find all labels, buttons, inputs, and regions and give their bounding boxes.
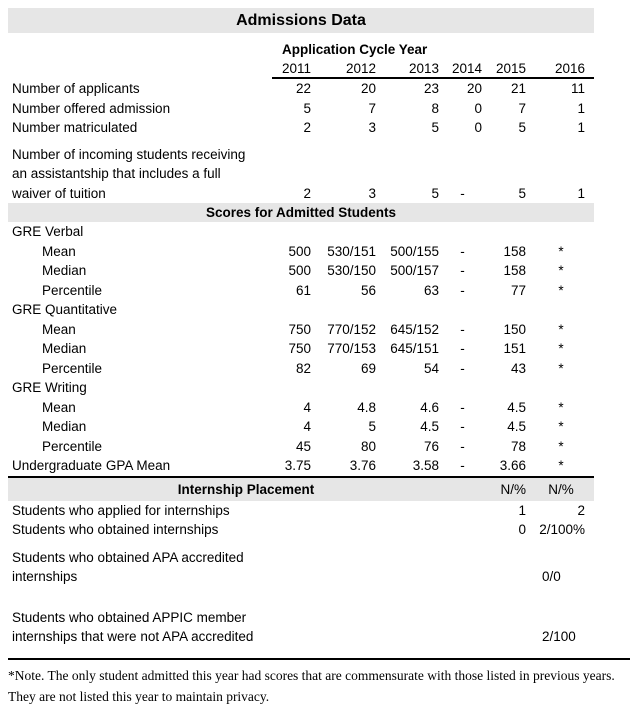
value-cell: 11 [570,81,585,96]
row-label: GRE Quantitative [12,302,118,317]
value-cell: 150 [503,321,526,337]
value-cell: 750 [288,321,311,337]
row-label: Median [42,341,87,356]
value-cell: 5 [368,419,376,434]
application-cycle-header-row [8,40,594,60]
value-cell: 770/152 [327,321,376,337]
value-cell: * [558,399,564,415]
value-cell: - [460,438,465,454]
value-cell: 54 [423,360,439,376]
value-cell: 645/152 [390,321,439,337]
row-label: Number of applicants [12,81,140,96]
value-cell: 20 [466,81,482,96]
value-cell [441,300,484,320]
value-cell: * [558,360,564,376]
internship-section-bar [8,476,594,501]
value-cell: 4.5 [507,419,526,434]
value-cell [528,300,594,320]
row-label: Undergraduate GPA Mean [12,458,171,473]
value-cell: 43 [510,360,526,376]
value-cell: * [558,341,564,356]
table-row [8,437,594,457]
value-cell: 61 [295,282,311,298]
value-cell: 3.58 [412,458,439,473]
value-cell: 3.66 [499,458,526,473]
table-row [8,359,594,379]
table-row [8,417,594,437]
value-cell: 4.8 [357,399,376,415]
row-label-line: internships [12,569,78,584]
row-label: Number matriculated [12,120,138,135]
value-cell [484,222,528,242]
value-cell: 4 [303,419,311,434]
value-cell [528,222,594,242]
row-label-line: waiver of tuition [12,185,106,201]
row-label-line: Students who obtained APA accredited [12,549,244,565]
value-cell [441,378,484,398]
value-cell: 2/100 [542,629,576,644]
value-cell [484,300,528,320]
value-cell: 7 [518,100,526,116]
value-cell [484,627,528,647]
scores-rows-section [8,222,640,476]
row-label-line: an assistantship that includes a full [12,166,221,181]
year-header-2011: 2011 [272,60,313,79]
value-cell: 77 [510,282,526,298]
row-label: Mean [42,243,76,259]
value-cell: 1 [577,100,585,116]
value-cell: - [460,360,465,376]
value-cell: 158 [503,243,526,259]
row-label: GRE Verbal [12,224,84,239]
value-cell [313,300,378,320]
value-cell: 5 [518,185,526,201]
table-row [8,145,594,204]
value-cell: 530/150 [327,263,376,278]
value-cell: 2 [577,502,585,518]
value-cell: 3.76 [349,458,376,473]
value-cell: 2 [303,185,311,201]
internship-col-header-2015: N/% [500,481,526,497]
value-cell: - [460,419,465,434]
value-cell: * [558,419,564,434]
value-cell: - [460,321,465,337]
year-header-2014: 2014 [441,60,484,79]
value-cell: 0 [474,120,482,135]
row-label: Percentile [42,282,103,298]
value-cell: 78 [510,438,526,454]
value-cell: * [558,438,564,454]
row-label-line: Number of incoming students receiving [12,146,246,162]
value-cell: 1 [577,185,585,201]
value-cell: 0 [518,522,526,537]
value-cell: 82 [295,360,311,376]
table-row [8,261,594,281]
row-label: Students who applied for internships [12,502,230,518]
value-cell: 1 [518,502,526,518]
value-cell: 500/155 [390,243,439,259]
row-label: GRE Writing [12,380,87,395]
value-cell: * [558,321,564,337]
table-row [8,520,594,540]
value-cell: 4.5 [507,399,526,415]
value-cell: 500/157 [390,263,439,278]
table-row [8,242,594,262]
row-label: Students who obtained internships [12,522,219,537]
value-cell: 158 [503,263,526,278]
value-cell: * [558,263,564,278]
value-cell: 500 [288,263,311,278]
footnote: *Note. The only student admitted this year had scores that are commensurate with those listed in previous years. They are not listed this year to maintain privacy. [8,667,622,704]
value-cell: * [558,282,564,298]
value-cell: 45 [295,438,311,454]
value-cell [378,222,441,242]
table-row [8,339,594,359]
value-cell: 0/0 [542,569,561,584]
application-cycle-year-label: Application Cycle Year [282,42,428,57]
value-cell: - [460,399,465,415]
value-cell: 76 [423,438,439,454]
value-cell [313,378,378,398]
admissions-rows-section [8,79,640,203]
value-cell: - [460,282,465,298]
value-cell: 23 [423,81,439,96]
internship-col-header-2016: N/% [548,481,574,497]
value-cell: 2/100% [539,522,585,537]
row-label: Median [42,419,87,434]
row-label-line: internships that were not APA accredited [12,629,254,644]
value-cell: 5 [431,120,439,135]
value-cell: 770/153 [327,341,376,356]
internship-rows-section [8,501,640,647]
value-cell [378,300,441,320]
table-row [8,398,594,418]
row-label [8,548,484,587]
row-label: Mean [42,321,76,337]
value-cell: - [460,341,465,356]
value-cell: 151 [503,341,526,356]
row-label: Percentile [42,438,103,454]
value-cell: 22 [295,81,311,96]
table-row [8,300,594,320]
scores-section-bar [8,203,594,222]
value-cell: 8 [431,100,439,116]
row-label-line: Students who obtained APPIC member [12,609,247,625]
value-cell: - [460,458,465,473]
value-cell: 3.75 [284,458,311,473]
internship-section-title: Internship Placement [177,481,315,497]
table-row [8,378,594,398]
value-cell: * [558,243,564,259]
table-row [8,608,594,647]
table-row [8,99,594,119]
value-cell: 2 [303,120,311,135]
table-row [8,222,594,242]
row-label [8,608,484,647]
empty-cell [8,40,272,60]
year-header-row [8,60,594,79]
value-cell [484,378,528,398]
value-cell: 4.6 [420,399,439,415]
value-cell: 3 [368,185,376,201]
value-cell: - [460,243,465,259]
empty-cell [8,62,272,79]
table-row [8,548,594,587]
value-cell: 5 [303,100,311,116]
row-label: Number offered admission [12,100,171,116]
value-cell: 1 [577,120,585,135]
row-label: Median [42,263,87,278]
value-cell: 80 [360,438,376,454]
value-cell [272,378,313,398]
value-cell: 69 [360,360,376,376]
report-title-bar [8,8,594,33]
scores-section-title: Scores for Admitted Students [205,205,397,220]
value-cell: 5 [518,120,526,135]
table-row [8,118,594,138]
value-cell: 3 [368,120,376,135]
value-cell [272,222,313,242]
value-cell [378,378,441,398]
table-row [8,501,594,521]
row-label [8,145,272,204]
value-cell [272,300,313,320]
table-row [8,79,594,99]
value-cell: 530/151 [327,243,376,259]
year-header-2016: 2016 [528,60,594,79]
value-cell [441,222,484,242]
value-cell: 21 [510,81,526,96]
report-title: Admissions Data [236,12,366,29]
value-cell [313,222,378,242]
value-cell: * [558,458,564,473]
year-header-2013: 2013 [378,60,441,79]
table-row [8,320,594,340]
value-cell: 20 [360,81,376,96]
value-cell: 56 [360,282,376,298]
value-cell: 5 [431,185,439,201]
value-cell: 7 [368,100,376,116]
year-header-2012: 2012 [313,60,378,79]
year-header-2015: 2015 [484,60,528,79]
value-cell: 500 [288,243,311,259]
value-cell: 63 [423,282,439,298]
value-cell: - [460,263,465,278]
value-cell [528,378,594,398]
value-cell: 750 [288,341,311,356]
value-cell: 645/151 [390,341,439,356]
value-cell: 4 [303,399,311,415]
value-cell: - [460,185,465,201]
table-row [8,456,594,476]
row-label: Mean [42,399,76,415]
value-cell: 0 [474,100,482,116]
row-label: Percentile [42,360,103,376]
value-cell [484,567,528,587]
value-cell: 4.5 [420,419,439,434]
table-row [8,281,594,301]
